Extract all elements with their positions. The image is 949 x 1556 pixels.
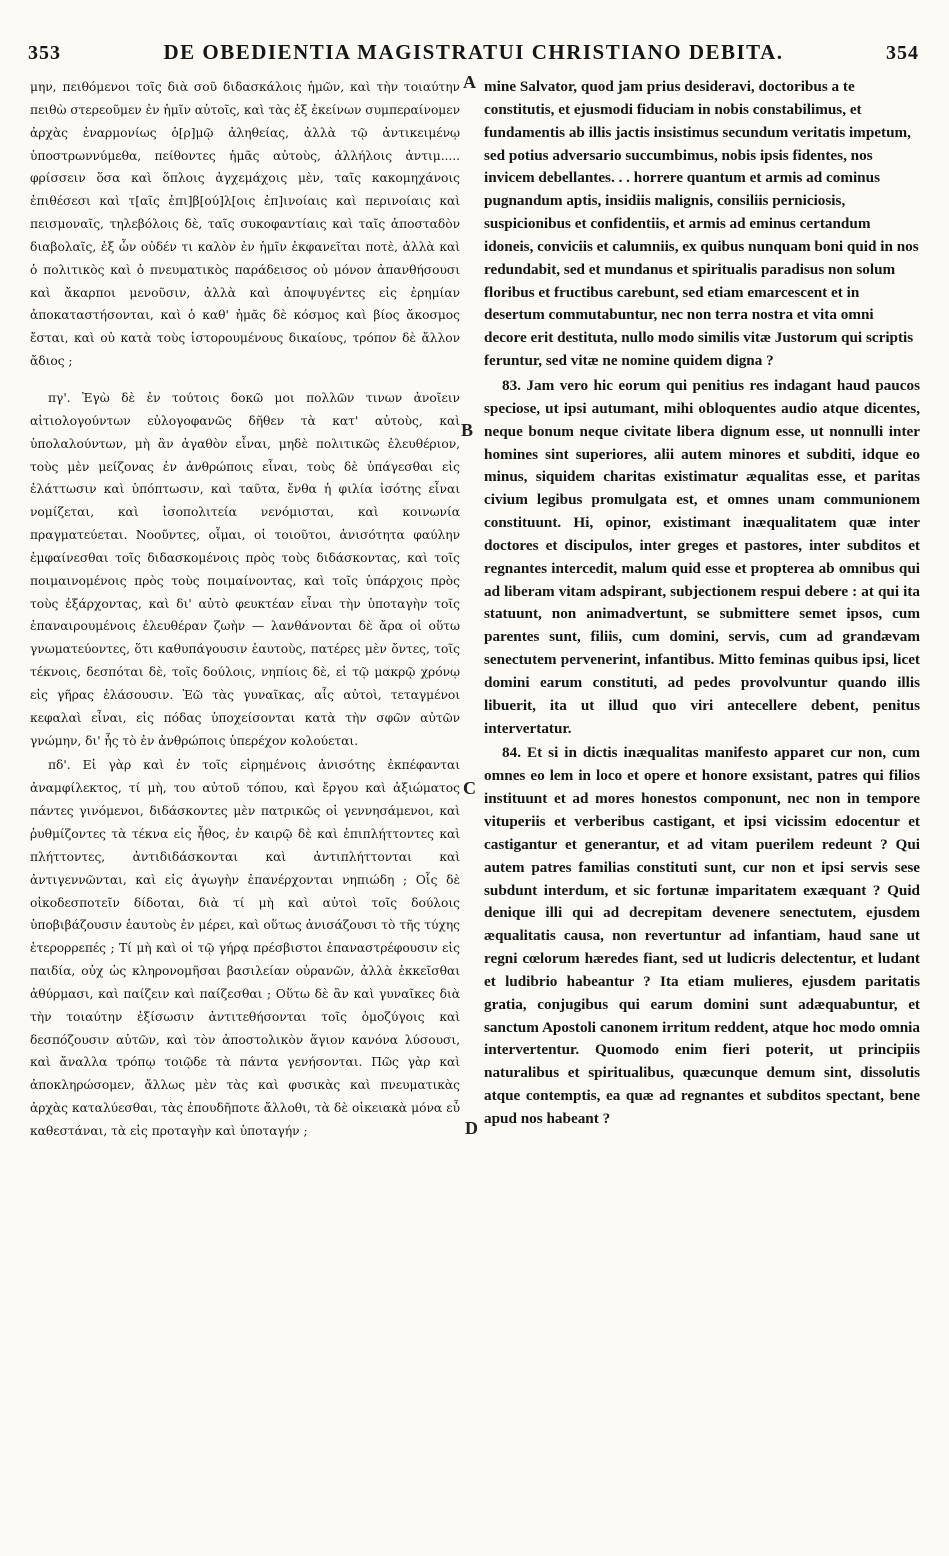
greek-paragraph-1: μην, πειθόμενοι τοῖς διὰ σοῦ διδασκάλοις ἡμῶν, καὶ τὴν τοιαύτην πειθὼ στερεοῦμεν ἐν ἡμῖν αὐτοῖς, καὶ τὰς ἐξ ἐκείνων συμπεραίνομεν ἀρχὰς ἐναρμονίως ὁ[ρ]μῷ ἀληθείας, ἀλλὰ τῷ ἀντικειμένῳ ὑποστρωννύμεθα, πείθοντες ἡμᾶς αὐτοὺς, ἀλλήλοις ἀντιμ..... φρίσσειν ὅσα καὶ ὅπλοις ἀγχεμάχοις μὲν, ταῖς κακομηχάνοις ἐπιθέσεσι καὶ τ[αῖς ἐπι]β[ού]λ[οις ἐπ]ινοίαις καὶ περινοίαις καὶ πεισμοναῖς, τηλεβόλοις δὲ, ταῖς συκοφαντίαις καὶ ταῖς ἀποσταδὸν διαβολαῖς, ἐξ ὧν οὐδέν τι καλὸν ἐν ἡμῖν ἐκφανεῖται ποτὲ, ἀλλὰ καὶ ὁ πολιτικὸς καὶ ὁ πνευματικὸς παράδεισος οὐ μόνον ἀπανθήσουσι καὶ ἄκαρποι μενοῦσιν, ἀλλὰ καὶ ἀποψυγέντες εἰς ἐρημίαν ἀποκαταστήσονται, καὶ ὁ καθ' ἡμᾶς δὲ κόσμος καὶ βίος ἄκοσμος ἔσται, καὶ οὐ κατὰ τοὺς ἱστορουμένους δικαίους, τρόπον δὲ ἄλλον ἄδιος ;: [30, 80, 460, 369]
greek-paragraph-83: πγ'. Ἐγὼ δὲ ἐν τούτοις δοκῶ μοι πολλῶν τινων ἀνοῖειν αἰτιολογούντων εὐλογοφανῶς δῆθεν τὰ κατ' αὐτοὺς, καὶ ὑπολαλούντων, μὴ ἂν ἀγαθὸν εἶναι, μηδὲ πολιτικῶς ἐλευθέριον, τοὺς μὲν μείζονας ἐν ἀνθρώποις εἶναι, τοὺς δὲ ὑπάγεσθαι εἰς ἐλάττωσιν καὶ ὑπόπτωσιν, καὶ ταῦτα, ἔνθα ἡ φιλία ἰσότης εἶναι νομίζεται, καὶ ἰσοπολιτεία νενόμισται, καὶ κοινωνία πραγματεύεται. Νοοῦντες, οἶμαι, οἱ τοιοῦτοι, ἀνισότητα φαύλην ἐμφαίνεσθαι τοῖς διδασκομένοις πρὸς τοὺς διδάσκοντας, καὶ τοῖς ποιμαινομένοις πρὸς τοὺς ποιμαίνοντας, καὶ τοῖς ὑπάρχοις πρὸς τοὺς ἐξάρχοντας, καὶ δι' αὐτὸ φευκτέαν εἶναι τὴν ὑποταγὴν τοῖς ἐπαναιρουμένοις ἐλευθέραν ζωὴν — λανθάνονται δὲ ἄρα οἱ οὕτω γνωματεύοντες, ὅτι καθυπάγουσιν ἑαυτοὺς, πατέρες μὲν ὄντες, τοῖς τέκνοις, δεσπόται δὲ, τοῖς δούλοις, νηπίοις δὲ, εἰ τῷ μακρῷ χρόνῳ εἰς γῆρας ἐλάσουσιν. Ἐῶ τὰς γυναῖκας, αἷς αὐτοὶ, τεταγμένοι κεφαλαὶ εἶναι, εἰς πόδας ὑποχείσονται κατὰ τὴν σφῶν αὐτῶν γνώμην, δι' ἧς τὸ ἐν ἀνθρώποις ὑπερέχον κολούεται.: [30, 390, 460, 748]
section-marker-a: A: [463, 72, 476, 92]
section-marker-c: C: [463, 778, 476, 798]
left-page-number: 353: [28, 42, 61, 64]
running-header: [28, 40, 919, 70]
section-marker-b: B: [461, 420, 474, 440]
latin-paragraph-83: 83. Jam vero hic eorum qui penitius res indagant haud paucos speciose, ut ipsi autumant, mihi obloquentes audio atque dicentes, neque bonum neque civitate libera dignum esse, ut nonnulli inter homines sint superiores, alii autem minores et subditi, idque eo minus, siquidem charitas existimatur æqualitas esse, et paritas civium legibus promulgata est, et omnes unam communionem constituunt. Hi, opinor, existimant inæqualitatem quæ inter doctores et discipulos, inter greges et pastores, inter subditos et regnantes intercedit, malum quid esse et propterea ab omnibus qui ad liberam vitam adspirant, subjectionem respui debere : at qui ita statuunt, non animadvertunt, se submittere semet ipsos, cum parentes sunt, filiis, cum domini, servis, cum ad grandævam senectutem pervenerint, infantibus. Mitto feminas quibus ipsi, licet domini earum constituti, ad pedes provolvuntur quando illis libuerit, ita ut illud quo viri antecellere debent, penitus intervertatur.: [484, 376, 920, 737]
greek-paragraph-84: πδ'. Εἰ γὰρ καὶ ἐν τοῖς εἰρημένοις ἀνισότης ἐκπέφανται ἀναμφίλεκτος, τί μὴ, του αὐτοῦ τόπου, καὶ ἔργου καὶ ἀξιώματος πάντες γινόμενοι, διδάσκοντες μὲν πατρικῶς οἱ γεννησάμενοι, καὶ ῥυθμίζοντες τὰ τέκνα εἰς ἦθος, ἐν καιρῷ δὲ καὶ ἐπιπλήττοντες καὶ πλήττοντες, ἀντιδιδάσκονται καὶ ἀντιπλήττονται καὶ ἀντιγεννῶνται, καὶ εἰς ἀγωγὴν ἐπανέρχονται νηπιώδη ; Οἷς δὲ οἰκοδεσποτεῖν δίδοται, διὰ τί μὴ καὶ αὐτοὶ τοῖς δούλοις ὑποβιβάζουσιν ἑαυτοὺς ἐν μέρει, καὶ οὕτως ἀνισάζουσι τὸ τῆς τύχης ἑτερορρεπές ; Τί μὴ καὶ οἱ τῷ γήρᾳ πρέσβιστοι ἐπαναστρέφουσιν εἰς παιδία, οὐχ ὡς κληρονομῆσαι βασιλείαν οὐρανῶν, ἀλλὰ ἐκκεῖσθαι ἀθύρμασι, καὶ παίζειν καὶ παίζεσθαι ; Οὕτω δὲ ἂν καὶ γυναῖκες διὰ τὴν τοιαύτην ἐξίσωσιν ἀντιτεθήσονται τοῖς ὁμοζύγοις καὶ δεσπόζουσιν αὐτῶν, καὶ τὸν ἀποστολικὸν ἅγιον κανόνα λύσουσι, καὶ ἄναλλα τρόπῳ τοιῷδε τὰ πάντα γενήσονται. Πῶς γὰρ καὶ ἀποκληρώσομεν, ἄλλως μὲν τὰς καὶ φυσικὰς καὶ πνευματικὰς ἀρχὰς καταλύεσθαι, τὰς ἐπουδῆποτε ἄλλοθι, τὰ δὲ οἰκειακὰ μόνα εὖ καθεστάναι, τὰ εἰς προταγὴν καὶ ὑποταγήν ;: [30, 758, 460, 1138]
latin-column: [484, 76, 920, 1496]
latin-paragraph-84: 84. Et si in dictis inæqualitas manifesto apparet cur non, cum omnes eo lem in loco et opere et honore exsistant, patres qui filios instituunt et ad mores honestos componunt, nec non in tempore vituperiis et verberibus castigant, et ipsi vicissim edocentur et castigantur et generantur, et ad vitam puerilem redeunt ? Qui autem patres familias constituti sunt, cur non et ipsi servis sese subdunt interdum, et sic fortunæ imparitatem exæquant ? Quid denique illi qui ad decrepitam devenere senectutem, ejusdem æqualitatis causa, non revertuntur ad infantiam, haud sane ut regni cœlorum hæredes fiant, sed ut ludicris delectentur, et ludant et ludibrio habeantur ? Ita etiam mulieres, ejusdem paritatis gratia, conjugibus qui earum domini sunt adæquabuntur, et sanctum Apostoli canonem irritum reddent, atque hoc modo omnia intervertentur. Quomodo enim fieri poterit, ut principiis naturalibus et spiritualibus, quæcunque demum sint, dissolutis atque contemptis, ea quæ ad regnantes et subditos spectant, bene apud nos habeant ?: [484, 744, 920, 1127]
running-title: DE OBEDIENTIA MAGISTRATUI CHRISTIANO DEBITA.: [163, 40, 784, 64]
section-marker-d: D: [465, 1118, 478, 1138]
latin-paragraph-1: mine Salvator, quod jam prius desideravi, doctoribus a te constitutis, et ejusmodi fiduciam in nobis constabilimus, et fundamentis ab illis jactis insistimus secundum veritatis impetum, sed potius adversario succumbimus, nobis ipsis fidentes, nos invicem debellantes. . . horrere quantum et armis ad cominus pugnandum aptis, insidiis malignis, consiliis perniciosis, suspicionibus et confidentiis, et armis ad eminus certandum idoneis, conviciis et calumniis, ex quibus nunquam boni quid in nos redundabit, sed et mundanus et spiritualis paradisus non solum floribus et fructibus carebunt, sed etiam emarcescent et in desertum commutabuntur, nec non terra nostra et vita omni decore erit destituta, nullo modo similis vitæ Justorum qui scriptis feruntur, sed vitæ ne nomine quidem digna ?: [484, 78, 919, 370]
right-page-number: 354: [886, 42, 919, 64]
greek-column: [30, 76, 460, 1496]
